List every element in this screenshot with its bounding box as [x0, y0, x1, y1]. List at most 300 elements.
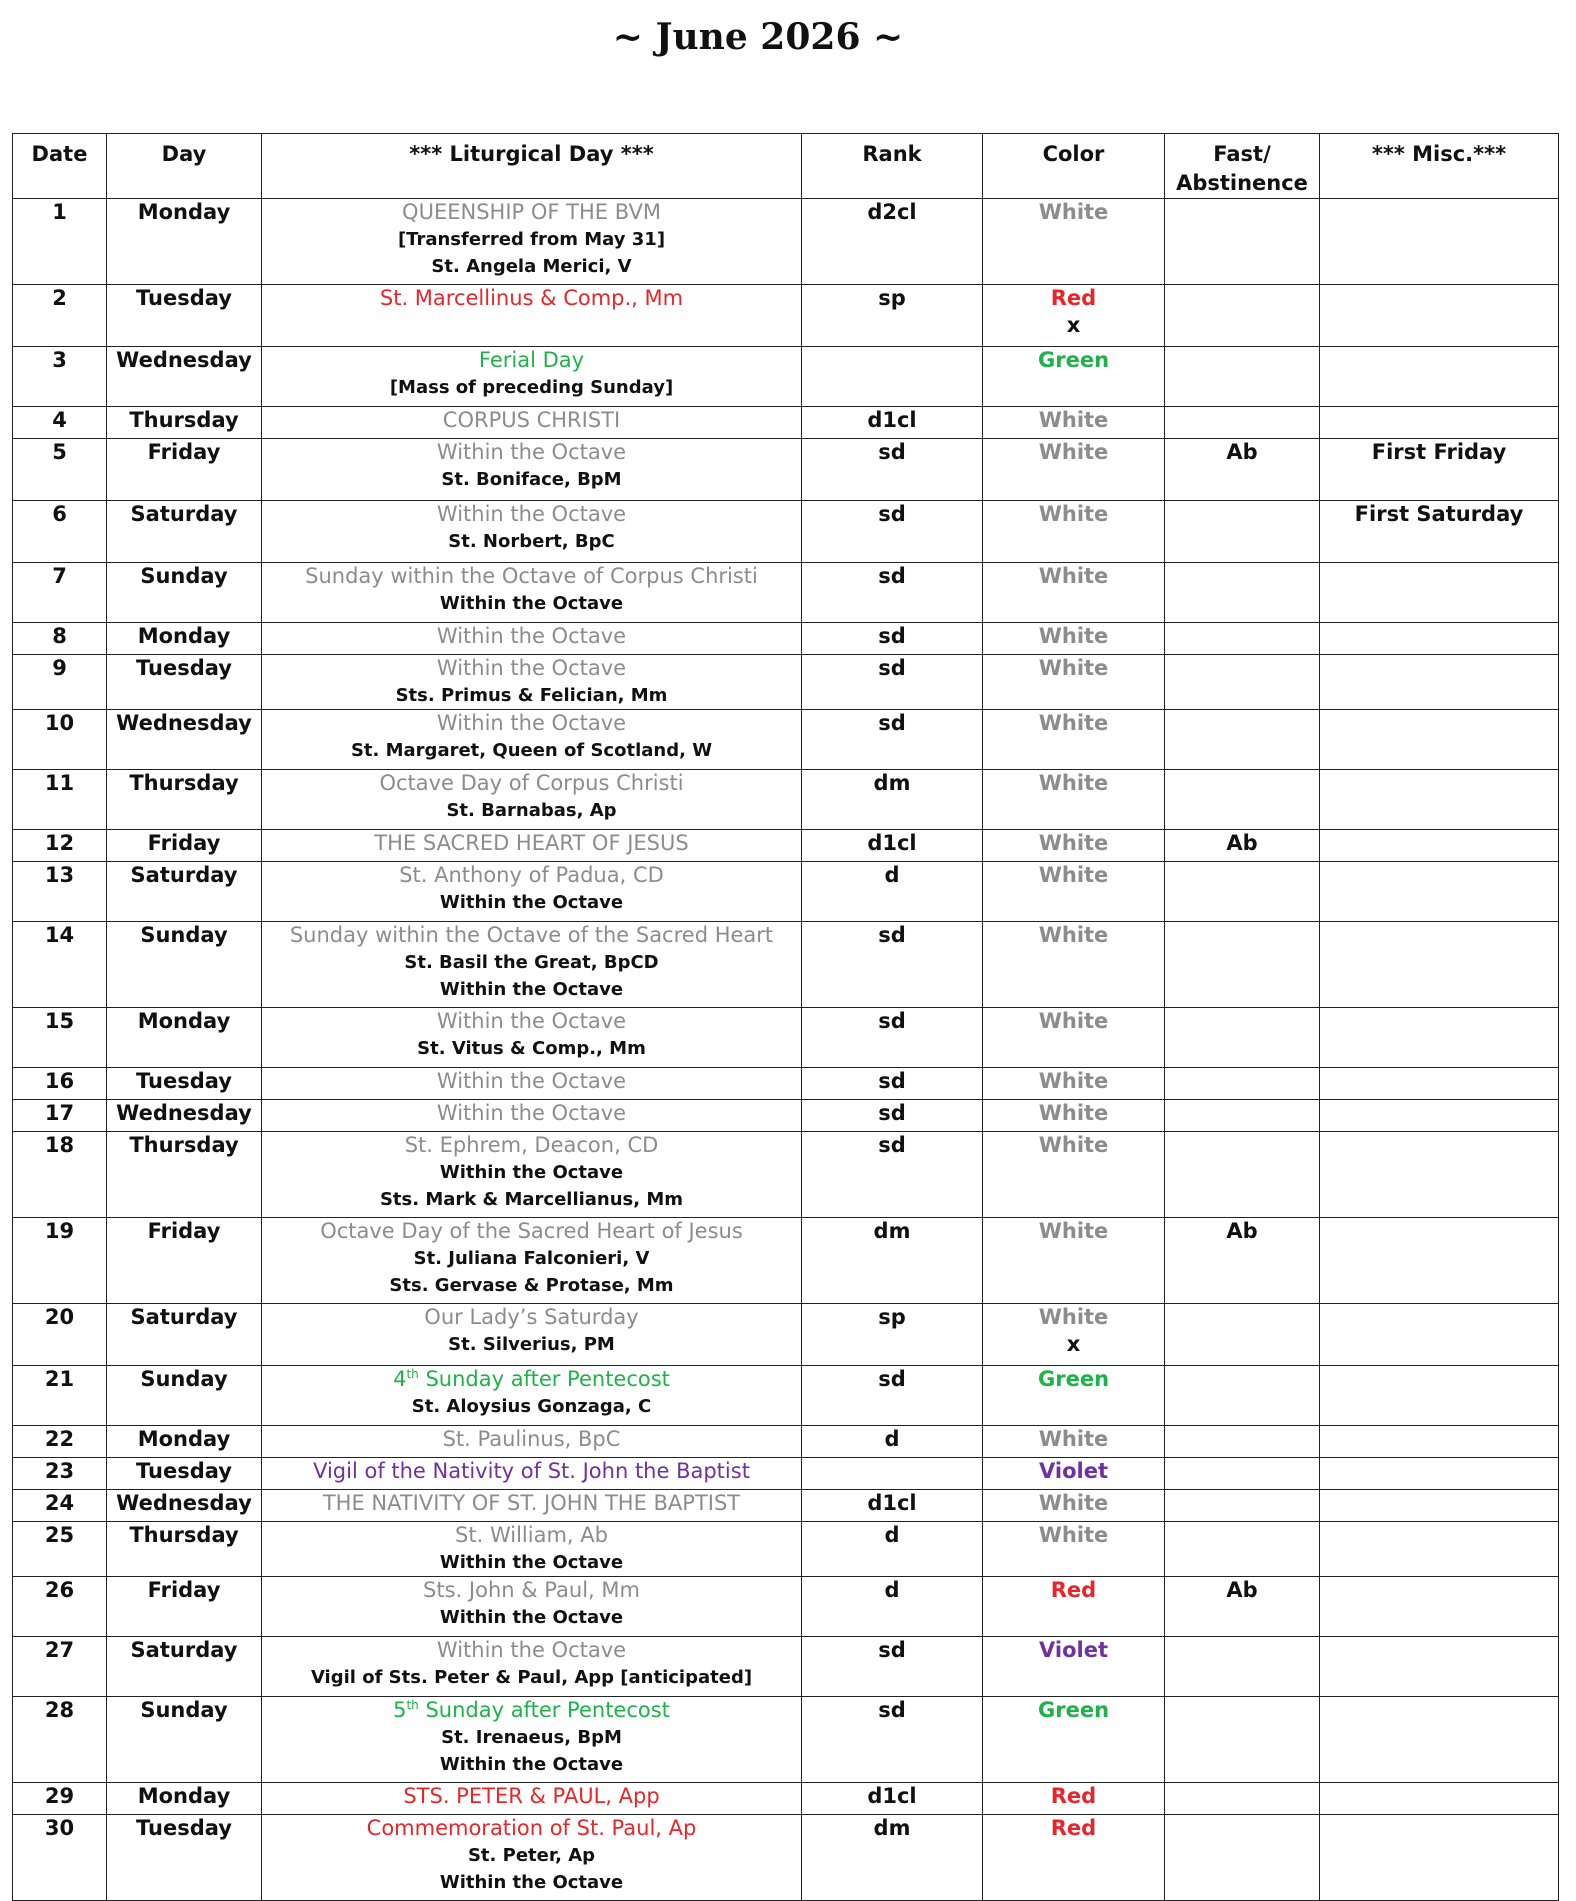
liturgical-day-cell — [262, 285, 802, 347]
rank-cell — [802, 710, 983, 770]
fast-abstinence-cell — [1165, 1304, 1320, 1366]
date-cell — [13, 1218, 107, 1304]
day-cell-text: Friday — [147, 1578, 221, 1602]
rank-cell-text: sd — [878, 656, 906, 680]
liturgical-day-cell — [262, 1068, 802, 1100]
color-cell — [983, 501, 1165, 563]
date-cell — [13, 347, 107, 407]
header-day: Day — [107, 134, 262, 199]
fast-abstinence-cell — [1165, 1366, 1320, 1426]
day-cell — [107, 770, 262, 830]
misc-cell — [1320, 1008, 1559, 1068]
date-cell — [13, 1366, 107, 1426]
date-cell — [13, 501, 107, 563]
day-cell — [107, 1697, 262, 1783]
fast-abstinence-cell — [1165, 1637, 1320, 1697]
vestment-color: White — [1038, 1305, 1109, 1329]
vestment-color: White — [1038, 656, 1109, 680]
color-cell — [983, 1522, 1165, 1577]
date-cell-text: 7 — [52, 564, 67, 588]
rank-cell — [802, 439, 983, 501]
fast-abstinence-cell — [1165, 199, 1320, 285]
rank-cell-text: sd — [878, 440, 906, 464]
rank-cell-text: sd — [878, 711, 906, 735]
header-date: Date — [13, 134, 107, 199]
table-row — [13, 770, 1559, 830]
day-cell-text: Friday — [147, 440, 221, 464]
commemoration-line: Within the Octave — [439, 1552, 624, 1573]
ordinal-suffix: th — [406, 1698, 419, 1712]
rank-cell — [802, 1637, 983, 1697]
misc-cell — [1320, 1490, 1559, 1522]
color-cell — [983, 1366, 1165, 1426]
liturgical-day-cell — [262, 1426, 802, 1458]
rank-cell-text: sd — [878, 1638, 906, 1662]
day-cell — [107, 1490, 262, 1522]
liturgical-day-title: THE SACRED HEART OF JESUS — [374, 831, 689, 855]
commemoration-line: St. Aloysius Gonzaga, C — [411, 1396, 652, 1417]
rank-cell-text: dm — [873, 1219, 911, 1243]
commemoration-line: St. Vitus & Comp., Mm — [417, 1038, 646, 1059]
rank-cell — [802, 1218, 983, 1304]
date-cell — [13, 1577, 107, 1637]
liturgical-day-title: STS. PETER & PAUL, App — [403, 1784, 660, 1808]
rank-cell-text: dm — [873, 1816, 911, 1840]
color-cell — [983, 862, 1165, 922]
liturgical-day-cell — [262, 623, 802, 655]
day-cell-text: Wednesday — [116, 1491, 252, 1515]
vestment-color: Violet — [1039, 1638, 1108, 1662]
misc-cell — [1320, 1815, 1559, 1901]
table-row — [13, 1490, 1559, 1522]
vestment-color: White — [1038, 502, 1109, 526]
rank-cell-text: sp — [878, 286, 906, 310]
date-cell — [13, 1637, 107, 1697]
liturgical-day-cell — [262, 1366, 802, 1426]
liturgical-day-cell — [262, 1637, 802, 1697]
date-cell — [13, 439, 107, 501]
day-cell — [107, 1218, 262, 1304]
vestment-color: Green — [1037, 1698, 1110, 1722]
liturgical-day-title: Within the Octave — [436, 656, 627, 680]
day-cell-text: Monday — [137, 1427, 231, 1451]
liturgical-day-cell — [262, 1522, 802, 1577]
misc-cell — [1320, 501, 1559, 563]
rank-cell — [802, 1426, 983, 1458]
liturgical-day-title: Sunday within the Octave of Corpus Christi — [305, 564, 758, 588]
misc-cell — [1320, 347, 1559, 407]
liturgical-day-title: Within the Octave — [436, 440, 627, 464]
misc-cell — [1320, 1100, 1559, 1132]
rank-cell — [802, 1783, 983, 1815]
rank-cell-text: d1cl — [867, 1784, 917, 1808]
liturgical-day-title — [262, 1697, 801, 1724]
day-cell-text: Tuesday — [136, 1816, 232, 1840]
day-cell — [107, 862, 262, 922]
rank-cell — [802, 1068, 983, 1100]
day-cell — [107, 563, 262, 623]
day-cell-text: Sunday — [140, 1698, 228, 1722]
misc-cell-text: First Saturday — [1354, 502, 1524, 526]
color-cell — [983, 1577, 1165, 1637]
liturgical-day-title: Within the Octave — [436, 1009, 627, 1033]
table-row — [13, 439, 1559, 501]
rank-cell-text: sd — [878, 564, 906, 588]
date-cell-text: 12 — [44, 831, 75, 855]
misc-cell — [1320, 655, 1559, 710]
day-cell-text: Tuesday — [136, 656, 232, 680]
liturgical-day-cell — [262, 347, 802, 407]
header-misc: *** Misc.*** — [1320, 134, 1559, 199]
day-cell — [107, 710, 262, 770]
date-cell-text: 11 — [44, 771, 75, 795]
fast-abstinence-cell — [1165, 1458, 1320, 1490]
day-cell — [107, 1304, 262, 1366]
day-cell — [107, 1426, 262, 1458]
date-cell — [13, 1008, 107, 1068]
day-cell — [107, 1008, 262, 1068]
table-row — [13, 1426, 1559, 1458]
liturgical-day-title: Within the Octave — [436, 624, 627, 648]
day-cell-text: Saturday — [130, 502, 238, 526]
rank-cell — [802, 563, 983, 623]
rank-cell-text: d — [884, 1523, 900, 1547]
date-cell-text: 10 — [44, 711, 75, 735]
rank-cell-text: sd — [878, 923, 906, 947]
header-fast-abstinence — [1165, 134, 1320, 199]
color-cell — [983, 1637, 1165, 1697]
date-cell — [13, 199, 107, 285]
vestment-color: Red — [1050, 286, 1097, 310]
commemoration-line: St. Norbert, BpC — [448, 531, 615, 552]
day-cell — [107, 1132, 262, 1218]
liturgical-day-title: QUEENSHIP OF THE BVM — [402, 200, 661, 224]
day-cell-text: Thursday — [129, 408, 239, 432]
table-row — [13, 199, 1559, 285]
rank-cell-text: d1cl — [867, 831, 917, 855]
rank-cell-text: d — [884, 863, 900, 887]
day-cell — [107, 1100, 262, 1132]
date-cell-text: 21 — [44, 1367, 75, 1391]
fast-abstinence-cell-text: Ab — [1226, 1219, 1258, 1243]
rank-cell — [802, 1815, 983, 1901]
vestment-color: Red — [1050, 1784, 1097, 1808]
misc-cell — [1320, 1366, 1559, 1426]
header-rank: Rank — [802, 134, 983, 199]
commemoration-line: St. Basil the Great, BpCD — [404, 952, 659, 973]
date-cell-text: 15 — [44, 1009, 75, 1033]
color-cell — [983, 623, 1165, 655]
fast-abstinence-cell — [1165, 285, 1320, 347]
ordinal-suffix: th — [406, 1367, 419, 1381]
color-cell — [983, 347, 1165, 407]
liturgical-day-cell — [262, 922, 802, 1008]
fast-abstinence-cell — [1165, 862, 1320, 922]
rank-cell-text: d — [884, 1427, 900, 1451]
color-mark: x — [1066, 1332, 1081, 1356]
fast-abstinence-cell — [1165, 1426, 1320, 1458]
liturgical-day-title: Within the Octave — [436, 1069, 627, 1093]
color-cell — [983, 285, 1165, 347]
liturgical-calendar-table — [12, 133, 1559, 1901]
date-cell-text: 26 — [44, 1578, 75, 1602]
date-cell-text: 13 — [44, 863, 75, 887]
fast-abstinence-cell — [1165, 830, 1320, 862]
day-cell — [107, 199, 262, 285]
rank-cell — [802, 623, 983, 655]
date-cell — [13, 1783, 107, 1815]
misc-cell — [1320, 623, 1559, 655]
liturgical-day-title: St. Paulinus, BpC — [442, 1427, 621, 1451]
table-row — [13, 922, 1559, 1008]
misc-cell — [1320, 1458, 1559, 1490]
color-cell — [983, 1132, 1165, 1218]
day-cell-text: Wednesday — [116, 1101, 252, 1125]
day-cell — [107, 1366, 262, 1426]
rank-cell — [802, 1366, 983, 1426]
table-row — [13, 1100, 1559, 1132]
day-cell-text: Friday — [147, 1219, 221, 1243]
fast-abstinence-cell — [1165, 1490, 1320, 1522]
liturgical-day-title: Within the Octave — [436, 711, 627, 735]
day-cell-text: Sunday — [140, 1367, 228, 1391]
misc-cell — [1320, 1697, 1559, 1783]
misc-cell — [1320, 830, 1559, 862]
table-row — [13, 1577, 1559, 1637]
commemoration-line: Within the Octave — [439, 1872, 624, 1893]
liturgical-day-cell — [262, 1815, 802, 1901]
commemoration-line: Within the Octave — [439, 979, 624, 1000]
misc-cell — [1320, 1218, 1559, 1304]
day-cell-text: Saturday — [130, 1305, 238, 1329]
liturgical-day-cell — [262, 1100, 802, 1132]
misc-cell — [1320, 1783, 1559, 1815]
day-cell — [107, 1068, 262, 1100]
vestment-color: White — [1038, 1009, 1109, 1033]
fast-abstinence-cell — [1165, 501, 1320, 563]
liturgical-day-title: CORPUS CHRISTI — [442, 408, 621, 432]
vestment-color: Violet — [1039, 1459, 1108, 1483]
rank-cell — [802, 830, 983, 862]
day-cell — [107, 1815, 262, 1901]
misc-cell — [1320, 862, 1559, 922]
liturgical-day-title: Vigil of the Nativity of St. John the Baptist — [313, 1459, 750, 1483]
fast-abstinence-cell — [1165, 407, 1320, 439]
date-cell — [13, 1100, 107, 1132]
liturgical-day-cell — [262, 1218, 802, 1304]
date-cell — [13, 1522, 107, 1577]
rank-cell-text: d — [884, 1578, 900, 1602]
day-cell-text: Monday — [137, 200, 231, 224]
date-cell-text: 23 — [44, 1459, 75, 1483]
color-cell — [983, 1068, 1165, 1100]
ordinal-number: 4 — [393, 1367, 407, 1391]
fast-abstinence-cell — [1165, 1577, 1320, 1637]
day-cell-text: Monday — [137, 1784, 231, 1808]
liturgical-day-title: Ferial Day — [478, 348, 585, 372]
day-cell-text: Saturday — [130, 863, 238, 887]
fast-abstinence-cell — [1165, 1218, 1320, 1304]
rank-cell-text: d2cl — [867, 200, 917, 224]
misc-cell — [1320, 1637, 1559, 1697]
table-row — [13, 655, 1559, 710]
rank-cell — [802, 655, 983, 710]
vestment-color: White — [1038, 1133, 1109, 1157]
header-color: Color — [983, 134, 1165, 199]
vestment-color: Red — [1050, 1816, 1097, 1840]
date-cell-text: 25 — [44, 1523, 75, 1547]
day-cell-text: Wednesday — [116, 348, 252, 372]
misc-cell — [1320, 1068, 1559, 1100]
rank-cell — [802, 501, 983, 563]
day-cell — [107, 1637, 262, 1697]
date-cell-text: 14 — [44, 923, 75, 947]
liturgical-day-title: Sunday within the Octave of the Sacred Heart — [289, 923, 774, 947]
liturgical-day-cell — [262, 501, 802, 563]
day-cell — [107, 439, 262, 501]
liturgical-day-cell — [262, 1132, 802, 1218]
fast-abstinence-cell-text: Ab — [1226, 440, 1258, 464]
date-cell — [13, 1697, 107, 1783]
liturgical-day-title: St. Marcellinus & Comp., Mm — [379, 286, 684, 310]
date-cell — [13, 770, 107, 830]
rank-cell-text: sd — [878, 624, 906, 648]
rank-cell-text: sd — [878, 1009, 906, 1033]
liturgical-day-title: Sts. John & Paul, Mm — [423, 1578, 640, 1602]
day-cell-text: Friday — [147, 831, 221, 855]
table-row — [13, 1522, 1559, 1577]
liturgical-day-title: Octave Day of Corpus Christi — [379, 771, 684, 795]
commemoration-line: St. Peter, Ap — [467, 1845, 596, 1866]
misc-cell — [1320, 1132, 1559, 1218]
misc-cell — [1320, 1522, 1559, 1577]
commemoration-line: Sts. Primus & Felician, Mm — [395, 685, 668, 706]
date-cell — [13, 1458, 107, 1490]
misc-cell — [1320, 1426, 1559, 1458]
day-cell-text: Tuesday — [136, 1069, 232, 1093]
date-cell — [13, 1132, 107, 1218]
vestment-color: White — [1038, 1523, 1109, 1547]
table-row — [13, 1068, 1559, 1100]
rank-cell — [802, 770, 983, 830]
rank-cell — [802, 1304, 983, 1366]
liturgical-day-cell — [262, 710, 802, 770]
commemoration-line: Sts. Mark & Marcellianus, Mm — [379, 1189, 684, 1210]
vestment-color: White — [1038, 1069, 1109, 1093]
table-row — [13, 563, 1559, 623]
liturgical-day-title: THE NATIVITY OF ST. JOHN THE BAPTIST — [322, 1491, 741, 1515]
rank-cell-text: sd — [878, 1133, 906, 1157]
rank-cell-text: sd — [878, 1367, 906, 1391]
rank-cell — [802, 922, 983, 1008]
rank-cell — [802, 1008, 983, 1068]
day-cell-text: Monday — [137, 1009, 231, 1033]
fast-abstinence-cell — [1165, 1068, 1320, 1100]
color-cell — [983, 655, 1165, 710]
liturgical-day-cell — [262, 439, 802, 501]
fast-abstinence-cell — [1165, 1522, 1320, 1577]
date-cell-text: 24 — [44, 1491, 75, 1515]
date-cell-text: 18 — [44, 1133, 75, 1157]
color-cell — [983, 710, 1165, 770]
vestment-color: White — [1038, 1101, 1109, 1125]
vestment-color: Green — [1037, 1367, 1110, 1391]
vestment-color: White — [1038, 863, 1109, 887]
color-cell — [983, 1304, 1165, 1366]
rank-cell — [802, 862, 983, 922]
table-row — [13, 830, 1559, 862]
day-cell — [107, 1458, 262, 1490]
liturgical-day-cell — [262, 1490, 802, 1522]
day-cell-text: Thursday — [129, 1133, 239, 1157]
header-fast-line2: Abstinence — [1176, 171, 1308, 195]
rank-cell-text: sd — [878, 1698, 906, 1722]
rank-cell-text: sp — [878, 1305, 906, 1329]
vestment-color: White — [1038, 564, 1109, 588]
header-row — [13, 134, 1559, 199]
vestment-color: White — [1038, 408, 1109, 432]
color-cell — [983, 439, 1165, 501]
rank-cell — [802, 199, 983, 285]
liturgical-day-cell — [262, 1697, 802, 1783]
liturgical-day-title: Commemoration of St. Paul, Ap — [366, 1816, 697, 1840]
date-cell-text: 30 — [44, 1816, 75, 1840]
day-cell-text: Wednesday — [116, 711, 252, 735]
rank-cell — [802, 407, 983, 439]
fast-abstinence-cell — [1165, 1132, 1320, 1218]
date-cell-text: 22 — [44, 1427, 75, 1451]
fast-abstinence-cell — [1165, 655, 1320, 710]
color-cell — [983, 563, 1165, 623]
color-cell — [983, 922, 1165, 1008]
day-cell-text: Tuesday — [136, 286, 232, 310]
date-cell-text: 27 — [44, 1638, 75, 1662]
table-row — [13, 1304, 1559, 1366]
misc-cell — [1320, 199, 1559, 285]
date-cell — [13, 407, 107, 439]
date-cell-text: 1 — [52, 200, 67, 224]
liturgical-day-cell — [262, 1304, 802, 1366]
vestment-color: White — [1038, 711, 1109, 735]
day-cell-text: Sunday — [140, 564, 228, 588]
date-cell — [13, 862, 107, 922]
rank-cell-text: dm — [873, 771, 911, 795]
liturgical-day-cell — [262, 862, 802, 922]
day-cell-text: Thursday — [129, 1523, 239, 1547]
day-cell — [107, 1577, 262, 1637]
misc-cell — [1320, 285, 1559, 347]
color-cell — [983, 407, 1165, 439]
fast-abstinence-cell — [1165, 1815, 1320, 1901]
fast-abstinence-cell — [1165, 623, 1320, 655]
day-cell — [107, 407, 262, 439]
misc-cell — [1320, 710, 1559, 770]
liturgical-day-cell — [262, 1008, 802, 1068]
date-cell — [13, 1426, 107, 1458]
fast-abstinence-cell — [1165, 922, 1320, 1008]
color-cell — [983, 1458, 1165, 1490]
vestment-color: White — [1038, 1219, 1109, 1243]
misc-cell — [1320, 770, 1559, 830]
rank-cell — [802, 1458, 983, 1490]
misc-cell — [1320, 407, 1559, 439]
calendar-body — [13, 199, 1559, 1901]
date-cell-text: 19 — [44, 1219, 75, 1243]
rank-cell — [802, 1697, 983, 1783]
liturgical-day-cell — [262, 1577, 802, 1637]
misc-cell-text: First Friday — [1371, 440, 1507, 464]
fast-abstinence-cell-text: Ab — [1226, 831, 1258, 855]
